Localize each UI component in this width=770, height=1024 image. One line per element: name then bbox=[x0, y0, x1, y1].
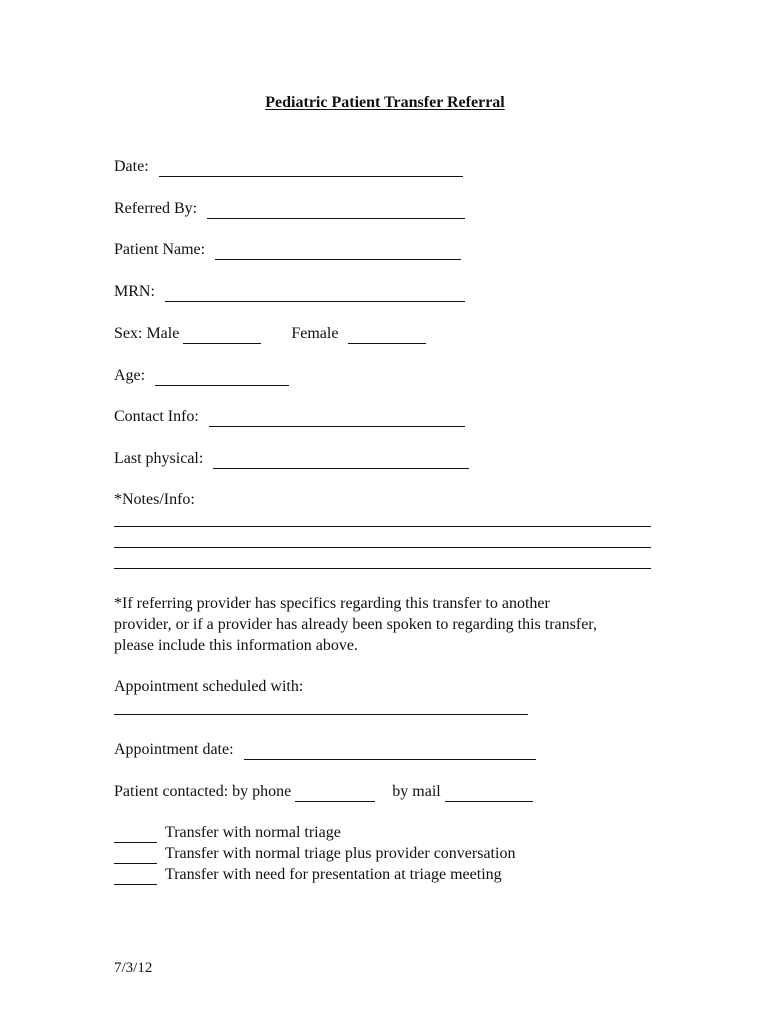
female-field[interactable] bbox=[348, 327, 426, 344]
transfer-option-3 bbox=[114, 865, 502, 885]
mrn-row bbox=[114, 282, 465, 302]
last-physical-field[interactable] bbox=[213, 452, 469, 469]
appointment-date-row bbox=[114, 740, 536, 760]
notes-line-3[interactable] bbox=[114, 568, 651, 569]
transfer-option-2-label: Transfer with normal triage plus provider conversation bbox=[165, 845, 516, 862]
transfer-option-1-blank[interactable] bbox=[114, 826, 157, 843]
contact-info-label: Contact Info: bbox=[114, 408, 199, 425]
instruction-line-2: provider, or if a provider has already been spoken to regarding this transfer, bbox=[114, 616, 597, 633]
age-label: Age: bbox=[114, 367, 146, 384]
female-label: Female bbox=[291, 325, 339, 342]
appointment-date-field[interactable] bbox=[244, 743, 536, 760]
transfer-option-1 bbox=[114, 823, 341, 843]
notes-line-1[interactable] bbox=[114, 526, 651, 527]
date-field[interactable] bbox=[159, 160, 463, 177]
date-row bbox=[114, 157, 463, 177]
transfer-option-3-label: Transfer with need for presentation at triage meeting bbox=[165, 866, 502, 883]
transfer-option-1-label: Transfer with normal triage bbox=[165, 824, 341, 841]
mrn-label: MRN: bbox=[114, 283, 155, 300]
instruction-paragraph bbox=[114, 593, 674, 656]
age-row bbox=[114, 366, 289, 386]
patient-name-label: Patient Name: bbox=[114, 241, 206, 258]
notes-row bbox=[114, 490, 195, 510]
notes-line-2[interactable] bbox=[114, 547, 651, 548]
transfer-option-3-blank[interactable] bbox=[114, 868, 157, 885]
last-physical-row bbox=[114, 449, 469, 469]
sex-row bbox=[114, 324, 426, 344]
date-label: Date: bbox=[114, 158, 149, 175]
transfer-option-2 bbox=[114, 844, 515, 864]
contact-info-field[interactable] bbox=[209, 410, 465, 427]
last-physical-label: Last physical: bbox=[114, 450, 204, 467]
transfer-option-2-blank[interactable] bbox=[114, 847, 157, 864]
patient-contacted-label: Patient contacted: by phone bbox=[114, 783, 292, 800]
by-mail-field[interactable] bbox=[445, 785, 533, 802]
appointment-with-field[interactable] bbox=[114, 714, 528, 715]
referred-by-row bbox=[114, 199, 465, 219]
form-title: Pediatric Patient Transfer Referral bbox=[265, 94, 505, 111]
by-mail-label: by mail bbox=[392, 783, 441, 800]
patient-name-field[interactable] bbox=[215, 243, 461, 260]
footer-date: 7/3/12 bbox=[114, 960, 153, 976]
referred-by-field[interactable] bbox=[207, 202, 465, 219]
instruction-line-3: please include this information above. bbox=[114, 637, 358, 654]
contact-info-row bbox=[114, 407, 465, 427]
male-field[interactable] bbox=[183, 327, 261, 344]
sex-male-label: Sex: Male bbox=[114, 325, 180, 342]
patient-contacted-row bbox=[114, 782, 533, 802]
appointment-with-row bbox=[114, 677, 303, 697]
patient-name-row bbox=[114, 240, 461, 260]
notes-label: *Notes/Info: bbox=[114, 491, 195, 508]
appointment-with-label: Appointment scheduled with: bbox=[114, 678, 304, 695]
referred-by-label: Referred By: bbox=[114, 200, 198, 217]
age-field[interactable] bbox=[155, 369, 289, 386]
by-phone-field[interactable] bbox=[295, 785, 375, 802]
instruction-line-1: *If referring provider has specifics regarding this transfer to another bbox=[114, 595, 550, 612]
mrn-field[interactable] bbox=[165, 285, 465, 302]
appointment-date-label: Appointment date: bbox=[114, 741, 234, 758]
